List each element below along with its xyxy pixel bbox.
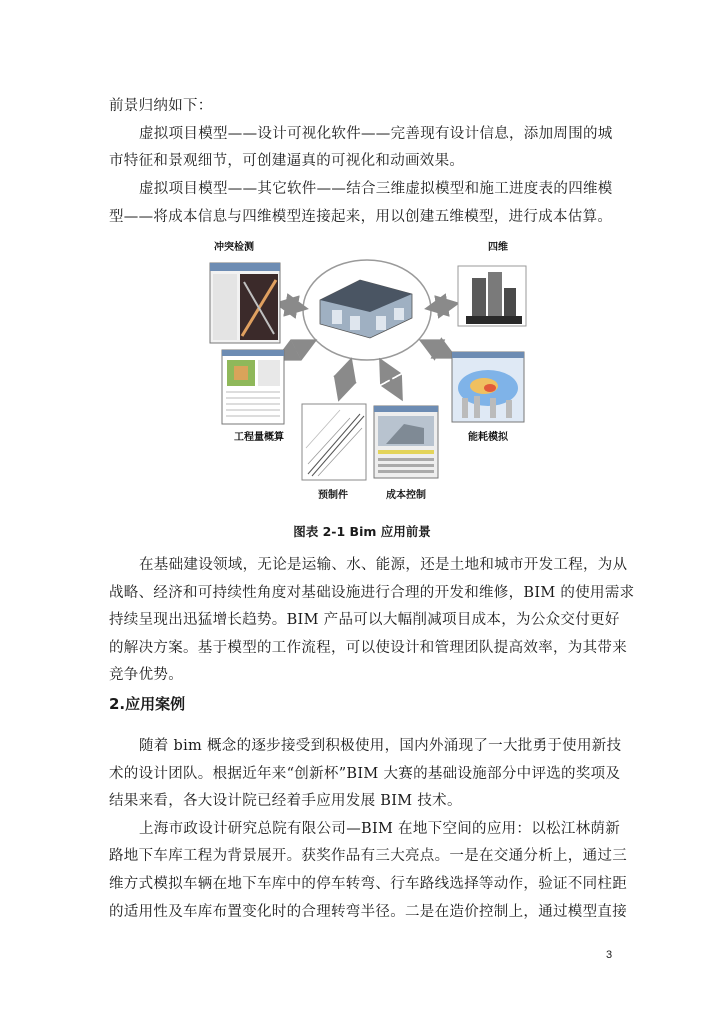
arrow-energy [424,342,452,356]
label-clash: 冲突检测 [214,242,254,253]
label-quantity: 工程量概算 [234,432,284,443]
label-energy: 能耗模拟 [468,432,508,443]
paragraph-line: 型——将成本信息与四维模型连接起来，用以创建五维模型，进行成本估算。 [109,209,613,225]
paragraph-line: 的适用性及车库布置变化时的合理转弯半径。二是在造价控制上，通过模型直接 [109,904,627,920]
clash-detection-panel [210,240,280,343]
paragraph-line: 在基础建设领域，无论是运输、水、能源，还是土地和城市开发工程，为从 [139,557,628,573]
arrow-4d [430,304,454,308]
four-d-panel [458,240,526,326]
paragraph-line: 持续呈现出迅猛增长趋势。BIM 产品可以大幅削减项目成本，为公众交付更好 [109,612,620,628]
label-cost: 成本控制 [386,490,426,501]
page-number: 3 [606,949,613,961]
energy-simulation-panel [452,352,524,443]
arrow-cost [382,363,400,396]
label-prefab: 预制件 [318,490,348,501]
cost-control-panel [374,406,438,501]
paragraph-line: 战略、经济和可持续性角度对基础设施进行合理的开发和维修，BIM 的使用需求 [109,585,635,601]
quantity-estimate-panel [222,350,284,443]
arrow-prefab [340,363,350,396]
label-4d: 四维 [488,242,508,253]
paragraph-line: 竞争优势。 [109,667,183,683]
paragraph-line: 上海市政设计研究总院有限公司—BIM 在地下空间的应用：以松江林荫新 [139,821,621,837]
figure-caption: 图表 2-1 Bim 应用前景 [293,524,431,539]
prefab-panel [302,404,366,501]
paragraph-line: 虚拟项目模型——设计可视化软件——完善现有设计信息，添加周围的城 [139,126,613,142]
paragraph-line: 市特征和景观细节，可创建逼真的可视化和动画效果。 [109,153,465,169]
bim-application-figure [200,238,538,506]
arrow-quantity [280,342,312,358]
paragraph-line: 随着 bim 概念的逐步接受到积极使用，国内外涌现了一大批勇于使用新技 [139,738,622,754]
arrow-clash [280,304,303,308]
paragraph-line: 维方式模拟车辆在地下车库中的停车转弯、行车路线选择等动作，验证不同柱距 [109,876,627,892]
central-bim-model [303,260,431,360]
paragraph-line: 术的设计团队。根据近年来“创新杯”BIM 大赛的基础设施部分中评选的奖项及 [109,766,621,782]
paragraph-line: 的解决方案。基于模型的工作流程，可以使设计和管理团队提高效率，为其带来 [109,640,627,656]
paragraph-intro-line: 前景归纳如下： [109,98,213,114]
paragraph-line: 路地下车库工程为背景展开。获奖作品有三大亮点。一是在交通分析上，通过三 [109,848,627,864]
section-heading: 2.应用案例 [109,695,186,713]
paragraph-line: 结果来看，各大设计院已经着手应用发展 BIM 技术。 [109,793,462,809]
paragraph-line: 虚拟项目模型——其它软件——结合三维虚拟模型和施工进度表的四维模 [139,181,613,197]
